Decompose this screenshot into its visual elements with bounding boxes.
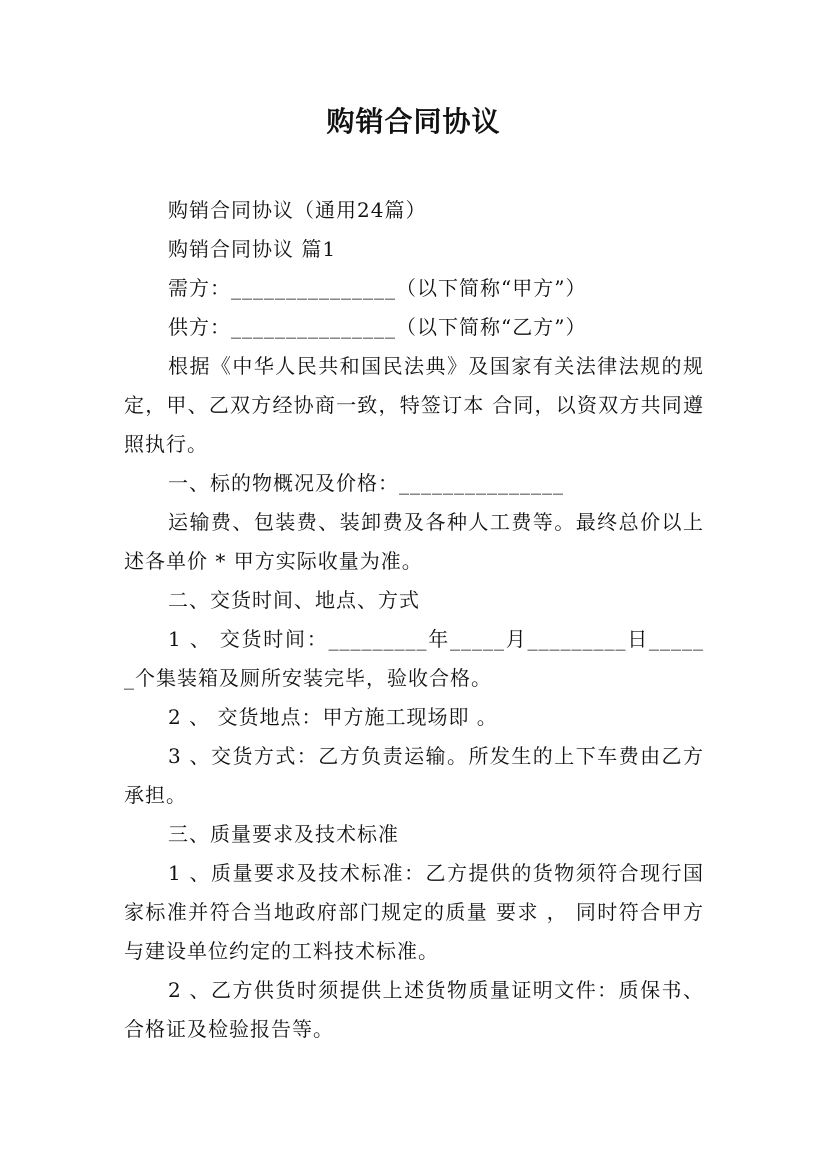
paragraph-quality-documents: 2 、乙方供货时须提供上述货物质量证明文件：质保书、合格证及检验报告等。 [124, 978, 704, 1041]
paragraph-delivery-place: 2 、 交货地点：甲方施工现场即 。 [168, 705, 498, 729]
paragraph-article-heading: 购销合同协议 篇1 [168, 237, 337, 261]
paragraph-section-1: 一、标的物概况及价格：_______________ [168, 471, 564, 495]
paragraph-subtitle: 购销合同协议（通用24篇） [168, 198, 427, 222]
paragraph-delivery-time: 1 、 交货时间：_________年_____月_________日______个集装箱及厕所安装完毕，验收合格。 [124, 627, 704, 690]
document-body [124, 191, 704, 1049]
paragraph-buyer: 需方：_______________（以下简称“甲方”） [168, 276, 587, 300]
document-title: 购销合同协议 [326, 105, 501, 138]
paragraph-supplier: 供方：_______________（以下简称“乙方”） [168, 315, 587, 339]
paragraph-preamble: 根据《中华人民共和国民法典》及国家有关法律法规的规定，甲、乙双方经协商一致，特签订本 合同，以资双方共同遵照执行。 [124, 354, 704, 456]
paragraph-delivery-method: 3 、交货方式：乙方负责运输。所发生的上下车费由乙方承担。 [124, 744, 704, 807]
paragraph-pricing: 运输费、包装费、装卸费及各种人工费等。最终总价以上述各单价 * 甲方实际收量为准。 [124, 510, 704, 573]
paragraph-section-2: 二、交货时间、地点、方式 [168, 588, 420, 612]
paragraph-section-3: 三、质量要求及技术标准 [168, 822, 399, 846]
paragraph-quality-standard: 1 、质量要求及技术标准：乙方提供的货物须符合现行国家标准并符合当地政府部门规定的质量 要求 ， 同时符合甲方与建设单位约定的工料技术标准。 [124, 861, 704, 963]
